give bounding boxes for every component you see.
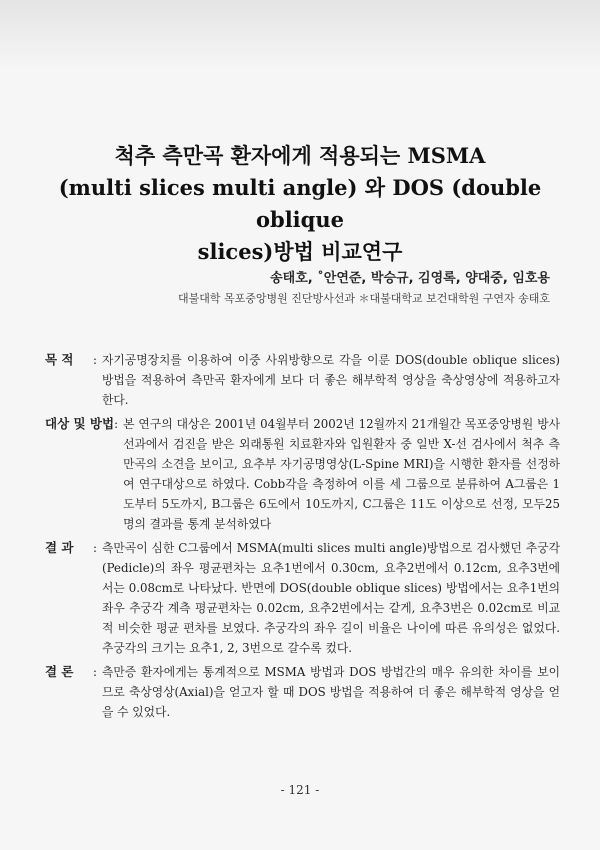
section-text: 본 연구의 대상은 2001년 04월부터 2002년 12월까지 21개월간 목포중앙병원 방사선과에서 검진을 받은 외래통원 치료환자와 입원환자 중 일반 X-선 검사에서 척추 측만곡의 소견을 보이고, 요추부 자기공명영상(L-Spine MRI)을 시행한 환자를 선정하여 연구대상으로 하였다. Cobb각을 측정하여 이를 세 그룹으로 분류하여 A그룹은 1도부터 5도까지, B그룹은 6도에서 10도까지, C그룹은 11도 이상으로 선정, 모두25명의 결과를 통계 분석하였다 (123, 417, 560, 531)
section-colon: : (93, 353, 97, 367)
section-text: 측만곡이 심한 C그룹에서 MSMA(multi slices multi angle)방법으로 검사했던 추궁각(Pedicle)의 좌우 평균편차는 요추1번에서 0.30cm, 요추2번에서 0.12cm, 요추3번에서는 0.08cm로 나타났다. 반면에 DOS(double oblique slices) 방법에서는 요추1번의 좌우 추궁각 계측 평균편차는 0.02cm, 요추2번에서는 같게, 요추3번은 0.02cm로 비교적 비슷한 평균 편차를 보였다. 추궁각의 좌우 길이 비율은 나이에 따른 유의성은 없었다. 추궁각의 크기는 요추1, 2, 3번으로 갈수록 컸다. (102, 541, 560, 655)
abstract (45, 350, 560, 726)
section-label: 결 론 (45, 664, 74, 679)
section-text: 측만증 환자에게는 통계적으로 MSMA 방법과 DOS 방법간의 매우 유의한 차이를 보이므로 축상영상(Axial)을 얻고자 할 때 DOS 방법을 적용하여 더 좋은 해부학적 영상을 얻을 수 있었다. (102, 665, 560, 719)
page-number: - 121 - (280, 783, 320, 797)
section-colon: : (93, 665, 97, 679)
section-methods (45, 414, 560, 534)
section-label: 목 적 (45, 352, 74, 367)
section-conclusion (45, 662, 560, 722)
section-colon: : (93, 541, 97, 555)
section-text: 자기공명장치를 이용하여 이중 사위방향으로 각을 이룬 DOS(double oblique slices) 방법을 적용하여 측만곡 환자에게 보다 더 좋은 해부학적 영상을 축상영상에 적용하고자 한다. (102, 353, 560, 407)
affiliation: 대불대학 목포중앙병원 진단방사선과 ＊대불대학교 보건대학원 구연자 송태호 (177, 292, 550, 305)
section-colon: : (114, 417, 119, 431)
section-label: 대상 및 방법 (45, 416, 115, 431)
title-line: slices)방법 비교연구 (197, 239, 403, 264)
scan-edge (0, 0, 600, 70)
section-results (45, 538, 560, 658)
section-label: 결 과 (45, 540, 74, 555)
section-purpose (45, 350, 560, 410)
paper-title (40, 140, 560, 268)
title-line: (multi slices multi angle) 와 DOS (double oblique (58, 175, 542, 232)
title-line: 척추 측만곡 환자에게 적용되는 MSMA (114, 143, 486, 168)
author-list: 송태호, ˚안연준, 박승규, 김영록, 양대중, 임호용 (270, 271, 550, 286)
